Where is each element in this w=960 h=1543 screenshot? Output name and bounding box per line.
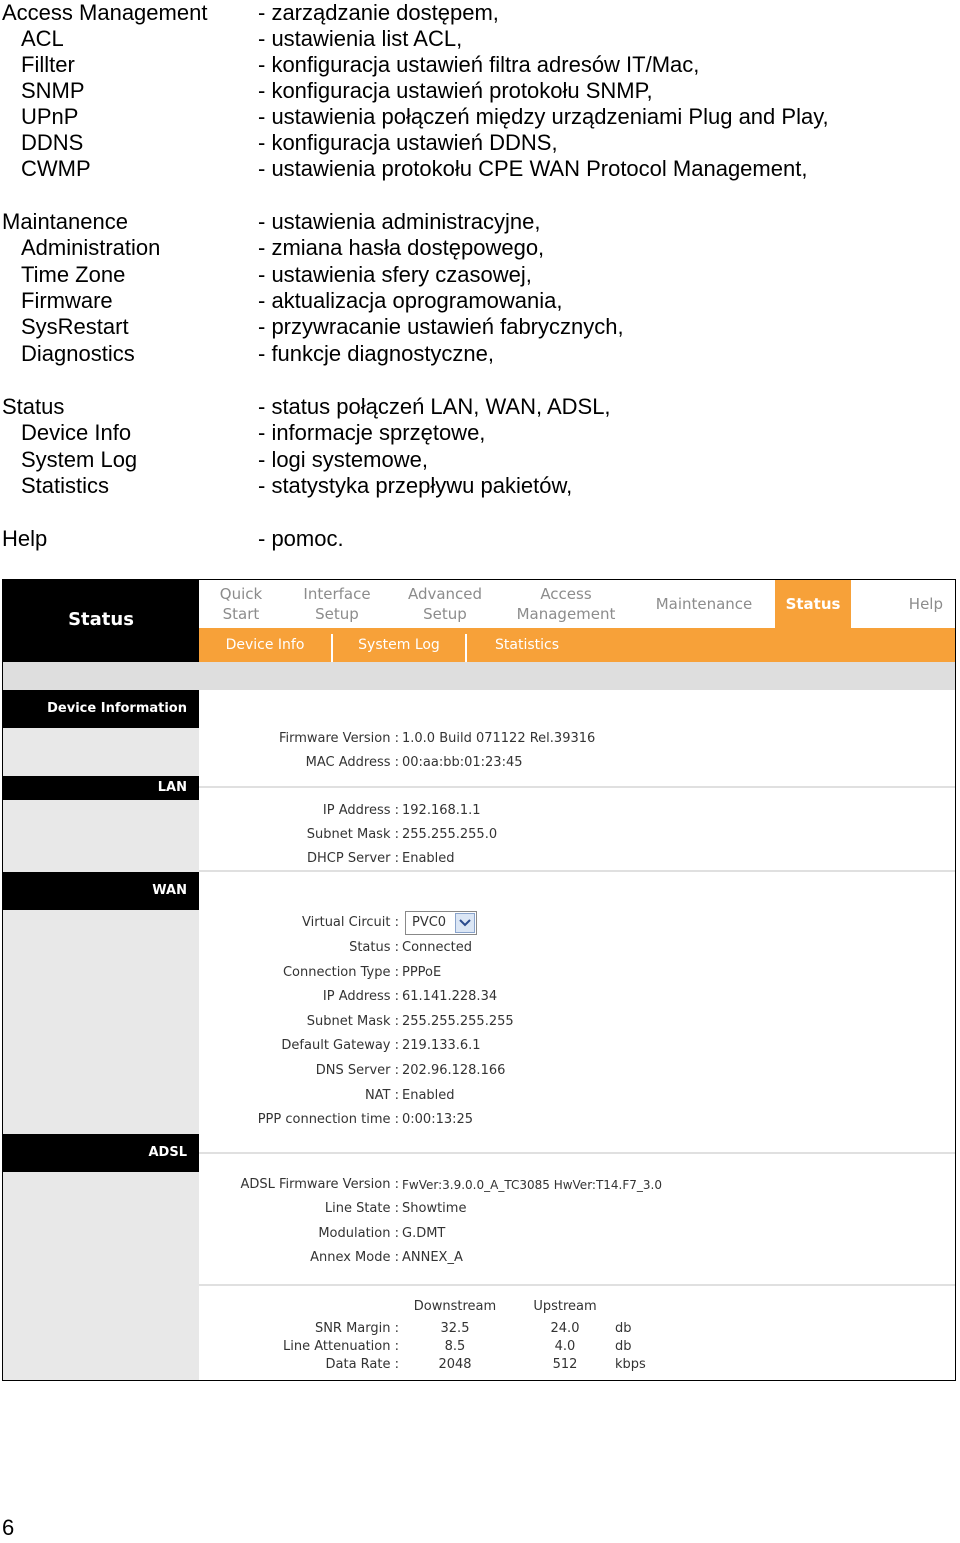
menu-description: - logi systemowe, [258,447,428,472]
menu-name: Maintanence [2,209,128,234]
wan-ip-row [199,986,498,1008]
doc-row [0,473,960,499]
tab-label: Status [785,595,841,613]
tab-help[interactable] [851,580,955,628]
wan-ppp-time-row [199,1109,474,1131]
menu-name: ACL [21,26,64,51]
menu-description: - funkcje diagnostyczne, [258,341,495,366]
page-title: Status [68,609,134,630]
menu-description: - pomoc. [258,526,344,551]
field-label: Annex Mode : [310,1250,399,1265]
tab-quick-start[interactable] [199,580,283,628]
tab-label: Interface [303,585,371,603]
snr-downstream-value: 32.5 [440,1321,470,1336]
tab-advanced-setup[interactable] [391,580,499,628]
menu-name: Firmware [21,288,113,313]
lan-subnet-row [199,824,498,846]
router-status-screenshot [2,579,956,1381]
select-value: PVC0 [412,915,447,930]
wan-dns-row [199,1060,506,1082]
adsl-annex-row [199,1247,463,1269]
firmware-version-value: 1.0.0 Build 071122 Rel.39316 [402,731,596,746]
doc-row [0,314,960,340]
mac-address-row [199,752,523,774]
doc-row [0,104,960,130]
doc-row [0,341,960,367]
snr-upstream-value: 24.0 [550,1321,580,1336]
snr-unit: db [615,1321,632,1336]
select-box[interactable] [405,911,477,935]
section-sidebar [3,690,199,1381]
adsl-stat-row [199,1337,399,1357]
page-number: 6 [2,1515,15,1540]
subtab-statistics[interactable]: Statistics [495,637,559,653]
menu-description: - status połączeń LAN, WAN, ADSL, [258,394,611,419]
menu-name: Fillter [21,52,75,77]
status-content [199,690,955,1381]
menu-description: - aktualizacja oprogramowania, [258,288,563,313]
field-label: Default Gateway : [281,1038,399,1053]
menu-description: - informacje sprzętowe, [258,420,486,445]
data-rate-upstream-value: 512 [552,1357,578,1372]
tab-label: Maintenance [655,595,753,613]
menu-description: - ustawienia sfery czasowej, [258,262,532,287]
lan-subnet-value: 255.255.255.0 [402,827,498,842]
wan-connection-type-row [199,962,442,984]
wan-nat-value: Enabled [402,1088,455,1103]
subtab-system-log[interactable]: System Log [358,637,440,653]
doc-row [0,394,960,420]
tab-status[interactable] [775,580,851,628]
chevron-down-icon[interactable] [455,913,475,933]
tab-label: Quick [219,585,263,603]
menu-description: - ustawienia list ACL, [258,26,463,51]
menu-name: DDNS [21,130,84,155]
field-label: Subnet Mask : [306,827,399,842]
menu-description: - ustawienia połączeń między urządzeniami Plug and Play, [258,104,829,129]
doc-row [0,156,960,182]
section-adsl: ADSL [3,1134,199,1172]
field-label: Firmware Version : [278,731,399,746]
section-device-information: Device Information [3,690,199,728]
menu-description: - statystyka przepływu pakietów, [258,473,573,498]
menu-name: SNMP [21,78,85,103]
divider [199,1152,955,1154]
tab-label: Help [908,595,943,613]
menu-name: Access Management [2,0,208,25]
menu-name: Diagnostics [21,341,135,366]
field-label: NAT : [364,1088,399,1103]
doc-row [0,526,960,552]
doc-row [0,78,960,104]
field-label: Subnet Mask : [306,1014,399,1029]
menu-name: Statistics [21,473,110,498]
menu-description: - ustawienia administracyjne, [258,209,541,234]
field-label: DNS Server : [315,1063,399,1078]
wan-status-row [199,937,473,959]
adsl-annex-value: ANNEX_A [402,1250,463,1265]
wan-ppp-time-value: 0:00:13:25 [402,1112,474,1127]
adsl-line-state-value: Showtime [402,1201,467,1216]
firmware-version-row [199,728,596,750]
adsl-line-state-row [199,1198,467,1220]
menu-name: SysRestart [21,314,129,339]
field-label: DHCP Server : [307,851,399,866]
field-label: Line Attenuation : [283,1339,399,1354]
doc-row [0,130,960,156]
field-label: SNR Margin : [314,1321,399,1336]
lan-ip-value: 192.168.1.1 [402,803,481,818]
adsl-stat-row [199,1319,399,1339]
subtab-device-info[interactable]: Device Info [225,637,305,653]
adsl-firmware-value: FwVer:3.9.0.0_A_TC3085 HwVer:T14.F7_3.0 [402,1178,662,1192]
field-label: Virtual Circuit : [302,915,399,930]
wan-gateway-row [199,1035,481,1057]
tab-label: Management [516,605,616,623]
tab-label: Access [540,585,592,603]
doc-row [0,447,960,473]
menu-name: Status [2,394,65,419]
wan-subnet-row [199,1011,514,1033]
menu-description: - przywracanie ustawień fabrycznych, [258,314,624,339]
wan-dns-value: 202.96.128.166 [402,1063,506,1078]
tab-label: Start [222,605,260,623]
adsl-modulation-value: G.DMT [402,1226,446,1241]
doc-row [0,0,960,26]
adsl-firmware-row [199,1174,662,1196]
section-lan: LAN [3,776,199,800]
doc-row [0,209,960,235]
field-label: ADSL Firmware Version : [240,1177,399,1192]
menu-description: - konfiguracja ustawień DDNS, [258,130,558,155]
field-label: Line State : [324,1201,399,1216]
column-header-upstream: Upstream [533,1299,597,1314]
wan-nat-row [199,1085,455,1107]
field-label: MAC Address : [305,755,399,770]
field-label: IP Address : [322,989,399,1004]
doc-row [0,235,960,261]
tab-interface-setup[interactable] [283,580,391,628]
sub-tab-bar [199,628,955,662]
field-label: Data Rate : [325,1357,399,1372]
tab-label: Setup [423,605,467,623]
menu-name: Help [2,526,48,551]
field-label: PPP connection time : [257,1112,399,1127]
divider [199,786,955,788]
menu-name: Administration [21,235,161,260]
attenuation-upstream-value: 4.0 [554,1339,576,1354]
data-rate-unit: kbps [615,1357,646,1372]
tab-access-management[interactable] [499,580,633,628]
data-rate-downstream-value: 2048 [438,1357,472,1372]
doc-row [0,52,960,78]
menu-description: - konfiguracja ustawień filtra adresów IT/Mac, [258,52,700,77]
menu-name: UPnP [21,104,79,129]
wan-connection-type-value: PPPoE [402,965,442,980]
main-tab-bar [199,580,955,628]
doc-row [0,262,960,288]
menu-description: - zarządzanie dostępem, [258,0,499,25]
tab-label: Advanced [407,585,483,603]
attenuation-downstream-value: 8.5 [444,1339,466,1354]
field-label: IP Address : [322,803,399,818]
menu-name: Device Info [21,420,132,445]
menu-description: - konfiguracja ustawień protokołu SNMP, [258,78,653,103]
menu-name: CWMP [21,156,91,181]
attenuation-unit: db [615,1339,632,1354]
divider [199,1284,955,1286]
tab-label: Setup [315,605,359,623]
adsl-stat-row [199,1355,399,1375]
divider [199,870,955,872]
menu-description: - ustawienia protokołu CPE WAN Protocol Management, [258,156,808,181]
field-label: Status : [349,940,399,955]
tab-maintenance[interactable] [633,580,775,628]
column-header-downstream: Downstream [413,1299,497,1314]
header-divider-strip [3,662,955,690]
wan-subnet-value: 255.255.255.255 [402,1014,514,1029]
mac-address-value: 00:aa:bb:01:23:45 [402,755,523,770]
menu-description: - zmiana hasła dostępowego, [258,235,545,260]
field-label: Connection Type : [282,965,399,980]
lan-ip-row [199,800,481,822]
wan-ip-value: 61.141.228.34 [402,989,498,1004]
doc-row [0,26,960,52]
lan-dhcp-value: Enabled [402,851,455,866]
field-label: Modulation : [318,1226,399,1241]
doc-row [0,420,960,446]
doc-row [0,288,960,314]
menu-name: Time Zone [21,262,126,287]
menu-name: System Log [21,447,138,472]
lan-dhcp-row [199,848,455,870]
wan-gateway-value: 219.133.6.1 [402,1038,481,1053]
wan-status-value: Connected [402,940,473,955]
wan-virtual-circuit-row [199,912,399,934]
adsl-modulation-row [199,1223,446,1245]
section-wan: WAN [3,872,199,910]
